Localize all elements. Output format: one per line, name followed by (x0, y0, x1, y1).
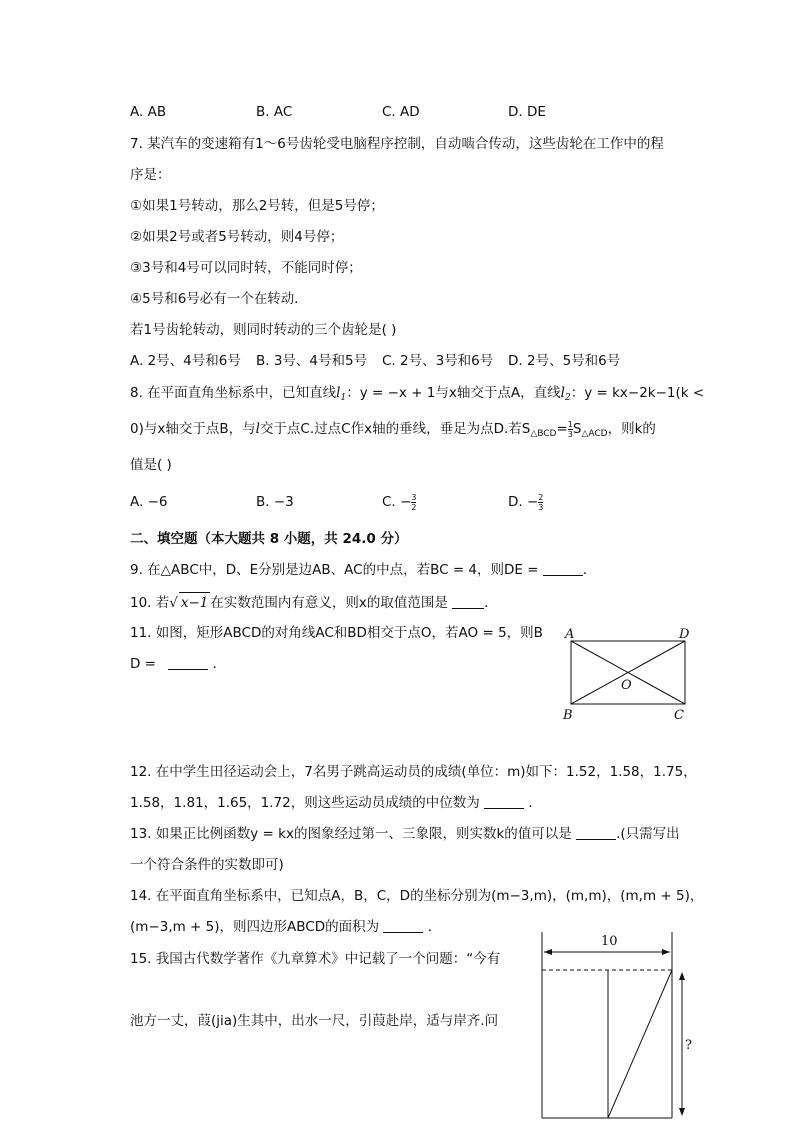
q8-part1: 8. 在平面直角坐标系中，已知直线 (130, 385, 337, 401)
q7-rule-4: ④5号和6号必有一个在转动． (130, 291, 308, 307)
q11-line-1: 11. 如图，矩形ABCD的对角线AC和BD相交于点O，若AO = 5，则B (130, 625, 543, 641)
q9: 9. 在△ABC中，D、E分别是边AB、AC的中点，若BC = 4，则DE = ． (130, 562, 597, 578)
q10-radicand: x−1 (179, 592, 211, 613)
q8-line2c: = (556, 421, 568, 437)
q8-line-2 (130, 419, 656, 444)
q8-l2-symbol: $l_2$ (560, 385, 571, 403)
rectangle-diagram (560, 625, 710, 725)
width-arrow-right-head (662, 949, 670, 955)
q13-line-2: 一个符合条件的实数即可) (130, 857, 284, 873)
depth-label: ? (685, 1038, 692, 1053)
q11-answer-blank[interactable] (168, 655, 208, 670)
q9-answer-blank[interactable] (543, 561, 583, 576)
reed-slanted (608, 970, 672, 1118)
q8-option-c: C. − $\frac{3}{2}$ (382, 492, 417, 512)
q8-l-symbol: l (255, 421, 260, 437)
q8-fraction: $\frac{1}{3}$ (567, 419, 573, 439)
q7-question: 若1号齿轮转动，则同时转动的三个齿轮是( ) (130, 322, 397, 338)
q8-l1-symbol: $l_1$ (336, 385, 347, 403)
pool-diagram (535, 928, 705, 1123)
q6-option-d: D. DE (508, 104, 546, 120)
q15-line-2: 池方一丈，葭(jia)生其中，出水一尺，引葭赴岸，适与岸齐.问 (130, 1013, 499, 1029)
q8-line-1 (130, 383, 704, 408)
q7-rule-3: ③3号和4号可以同时转，不能同时停； (130, 260, 362, 276)
q6-option-c: C. AD (382, 104, 420, 120)
q8-sub-acd: △ACD (581, 429, 608, 439)
depth-arrow-bottom-head (679, 1108, 685, 1116)
q10-answer-blank[interactable] (452, 594, 484, 609)
q11-line-2: D = ． (130, 656, 227, 672)
q8-l2-eq: ：y = kx−2k−1(k < (570, 385, 705, 401)
q8-option-b: B. −3 (256, 494, 294, 510)
q6-option-b: B. AC (256, 104, 293, 120)
q7-option-b: B. 3号、4号和5号 (256, 353, 368, 369)
q8-option-d: D. − $\frac{2}{3}$ (508, 492, 544, 512)
q7-line-1: 7. 某汽车的变速箱有1～6号齿轮受电脑程序控制，自动啮合传动，这些齿轮在工作中的程 (130, 136, 664, 152)
q8-line-3: 值是( ) (130, 457, 172, 473)
q14-line-1: 14. 在平面直角坐标系中，已知点A，B，C，D的坐标分别为(m−3,m)，(m,m)，(m,m + 5)， (130, 888, 704, 904)
q8-line2b: 交于点C.过点C作x轴的垂线，垂足为点D.若S (259, 421, 531, 437)
label-b: B (563, 708, 573, 723)
q7-option-a: A. 2号、4号和6号 (130, 353, 241, 369)
q7-option-c: C. 2号、3号和6号 (382, 353, 494, 369)
depth-arrow-top-head (679, 972, 685, 980)
q8-sub-bcd: △BCD (530, 429, 557, 439)
q14-line-2: (m−3,m + 5)，则四边形ABCD的面积为 ． (130, 919, 442, 935)
q15-line-1: 15. 我国古代数学著作《九章算术》中记载了一个问题：“今有 (130, 951, 501, 967)
q14-answer-blank[interactable] (383, 918, 423, 933)
q12-answer-blank[interactable] (484, 794, 524, 809)
q13-line-1: 13. 如果正比例函数y = kx的图象经过第一、三象限，则实数k的值可以是 .(只需写出 (130, 826, 680, 842)
q8-option-a: A. −6 (130, 494, 168, 510)
q8-line2d: S (572, 421, 582, 437)
q13-answer-blank[interactable] (576, 825, 616, 840)
label-a: A (565, 627, 575, 642)
q7-rule-2: ②如果2号或者5号转动，则4号停； (130, 229, 344, 245)
q8-l1-eq: ：y = −x + 1与x轴交于点A，直线 (346, 385, 561, 401)
label-o: O (621, 678, 632, 693)
q8-line2a: 0)与x轴交于点B，与 (130, 421, 256, 437)
section-2-title: 二、填空题（本大题共 8 小题，共 24.0 分） (130, 531, 408, 547)
q7-option-d: D. 2号、5号和6号 (508, 353, 621, 369)
q7-line-2: 序是： (130, 167, 171, 183)
width-label: 10 (601, 934, 618, 949)
q8-line2e: ，则k的 (607, 421, 656, 437)
label-d: D (679, 627, 690, 642)
q6-option-a: A. AB (130, 104, 167, 120)
label-c: C (674, 708, 684, 723)
q7-rule-1: ①如果1号转动，那么2号转，但是5号停； (130, 198, 384, 214)
q12-line-1: 12. 在中学生田径运动会上，7名男子跳高运动员的成绩(单位：m)如下：1.52，1.58，1.75， (130, 764, 697, 780)
sqrt-symbol: √ (169, 595, 178, 611)
q12-line-2: 1.58，1.81，1.65，1.72，则这些运动员成绩的中位数为 ． (130, 795, 542, 811)
width-arrow-left-head (544, 949, 552, 955)
q10: 10. 若√ x−1 在实数范围内有意义，则x的取值范围是 ． (130, 592, 498, 613)
